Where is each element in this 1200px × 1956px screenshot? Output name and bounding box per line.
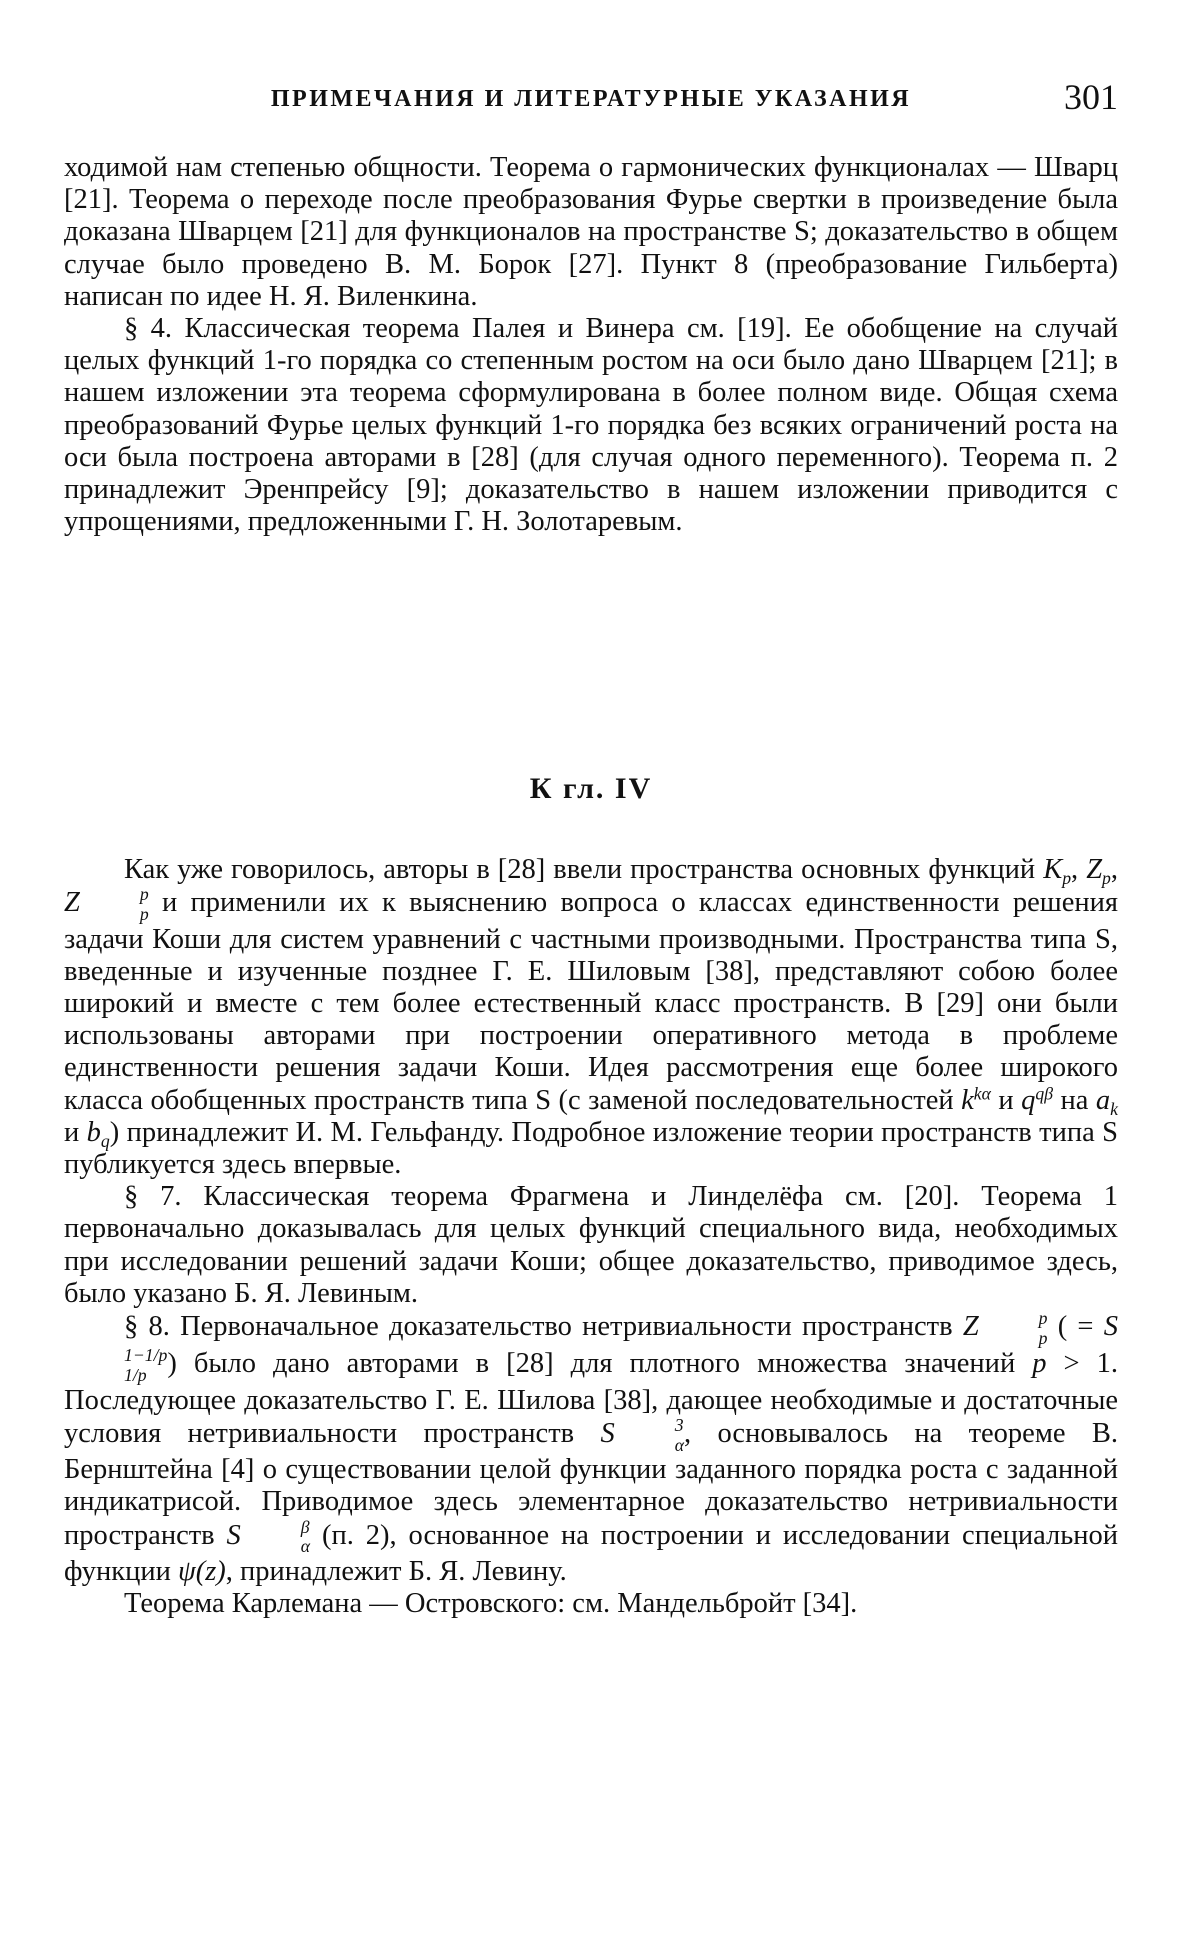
page-number: 301 [1064,77,1118,117]
paragraph-section-8: § 8. Первоначальное доказательство нетривиальности пространств Z p p ( = S 1−1/p 1/p ) было дано авторами в [28] для плотного множества значений p > 1. Последующее доказательство Г. Е. Шилова [38], дающее необходимые и достаточные условия нетривиальности пространств S 3 α , основывалось на теореме В. Бернштейна [4] о существовании целой функции заданного порядка роста с заданной индикатрисой. Приводимое здесь элементарное доказательство нетривиальности пространств S β α (п. 2), основанное на построении и исследовании специальной функции ψ(z), принадлежит Б. Я. Левину. [64,1307,1118,1587]
paragraph-carleman: Теорема Карлемана — Островского: см. Мандельбройт [34]. [124,1588,858,1620]
page-header [64,76,1118,124]
paragraph-intro: Как уже говорилось, авторы в [28] ввели пространства основных функций $K_p$, $Z_p$, Z p p и применили их к выяснению вопроса о классах единственности решения задачи Коши для систем уравнений с частными производными. Пространства типа S, введенные и изученные позднее Г. Е. Шиловым [38], представляют собою более широкий и вместе с тем более естественный класс пространств. В [29] они были использованы авторами при построении оперативного метода в проблеме единственности решения задачи Коши. Идея рассмотрения еще более широкого класса обобщенных пространств типа S (с заменой последовательностей $k^{k\alpha}$ и $q^{q\beta}$ на $a_k$ и $b_q$) принадлежит И. М. Гельфанду. Подробное изложение теории пространств типа S публикуется здесь впервые. [64,854,1118,1180]
math-k-power: $k^{k\alpha}$ [961,1082,991,1116]
notes-chapter-4 [64,854,1118,1620]
math-psi: ψ(z) [178,1555,226,1587]
math-a-k: $a_k$ [1095,1084,1118,1119]
math-S-alpha-beta: S β α [226,1516,311,1557]
math-b-q: $b_q$ [86,1116,110,1151]
math-Z-p-p: Z p p [64,884,149,924]
math-S-alpha: S 3 α [600,1414,684,1455]
running-head: ПРИМЕЧАНИЯ И ЛИТЕРАТУРНЫЕ УКАЗАНИЯ [270,86,912,112]
math-S-fraction: S 1−1/p 1/p [124,1311,1118,1385]
chapter-heading: К гл. IV [529,772,653,805]
math-p: p [1032,1348,1047,1380]
notes-section-3-end [64,152,1118,538]
paragraph-section-4: § 4. Классическая теорема Палея и Винера см. [19]. Ее обобщение на случай целых функций 1-го порядка со степенным ростом на оси было дано Шварцем [21]; в нашем изложении эта теорема сформулирована в более полном виде. Общая схема преобразований Фурье целых функций 1-го порядка без всяких ограничений роста на оси была построена авторами в [28] (для случая одного переменного). Теорема п. 2 принадлежит Эренпрейсу [9]; доказательство в нашем изложении приводится с упрощениями, предложенными Г. Н. Золотаревым. [64,313,1118,538]
math-Z-p-p: Z p p [962,1307,1048,1348]
math-Z-p: $Z_p$ [1086,854,1111,889]
math-q-power: $q^{q\beta}$ [1021,1082,1054,1116]
math-K-p: $K_p$ [1043,854,1072,889]
paragraph-section-7: § 7. Классическая теорема Фрагмена и Линделёфа см. [20]. Теорема 1 первоначально доказывалась для целых функций специального вида, необходимых при исследовании решений задачи Коши; общее доказательство, приводимое здесь, было указано Б. Я. Левиным. [64,1181,1118,1309]
paragraph: ходимой нам степенью общности. Теорема о гармонических функционалах — Шварц [21]. Теорема о переходе после преобразования Фурье свертки в произведение была доказана Шварцем [21] для функционалов на пространстве S; доказательство в общем случае было проведено В. М. Борок [27]. Пункт 8 (преобразование Гильберта) написан по идее Н. Я. Виленкина. [64,152,1118,312]
